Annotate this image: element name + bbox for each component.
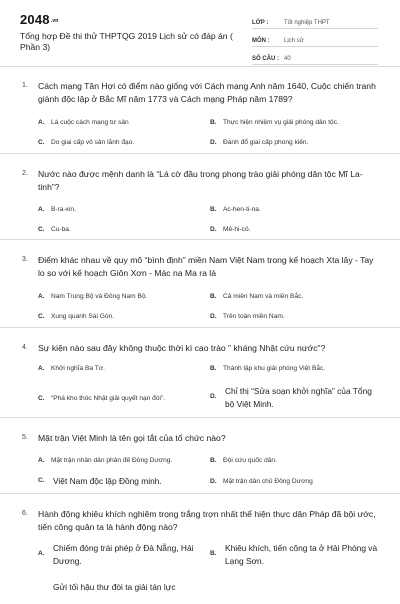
option-c[interactable] (38, 138, 198, 148)
option-letter: B. (210, 550, 217, 558)
meta-value: Lịch sử (284, 38, 304, 44)
option-b[interactable] (210, 292, 380, 302)
option-text: Việt Nam độc lập Đồng minh. (53, 476, 162, 486)
question-number: 4. (22, 344, 28, 351)
option-letter: D. (210, 313, 217, 320)
question-number: 5. (22, 434, 28, 441)
option-text: Mặt trận nhân dân phản đế Đông Dương. (51, 457, 173, 464)
option-letter: A. (38, 293, 45, 300)
option-a[interactable] (38, 118, 198, 128)
question-number: 3. (22, 256, 28, 263)
logo-suffix: .vn (50, 17, 59, 24)
question-text: Mặt trận Việt Minh là tên gọi tắt của tổ chức nào? (38, 433, 226, 443)
document-meta (252, 14, 378, 68)
option-letter: C. (38, 226, 45, 233)
option-text: Do giai cấp vô sản lãnh đạo. (51, 139, 135, 146)
option-b[interactable] (210, 542, 380, 567)
question-text: Cách mạng Tân Hợi có điểm nào giống với Cách mạng Anh năm 1640, Cuộc chiến tranh giành độc lập ở Bắc Mĩ năm 1773 và Cách mạng Pháp năm 1789? (38, 81, 376, 104)
option-a[interactable] (38, 364, 198, 374)
document-title: Tổng hợp Đề thi thử THPTQG 2019 Lịch sử có đáp án ( Phần 3) (20, 31, 233, 52)
option-letter: A. (38, 365, 45, 372)
option-c[interactable] (38, 581, 198, 594)
option-b[interactable] (210, 364, 380, 374)
question-5 (0, 418, 400, 494)
option-text: B-ra-xin. (51, 206, 76, 213)
meta-row-class (252, 14, 378, 29)
option-d[interactable] (210, 477, 380, 487)
question-text: Hành động khiêu khích nghiêm trọng trắng trợn nhất thể hiện thực dân Pháp đã bội ước, tiến công quân ta là hành động nào? (38, 509, 376, 532)
option-letter: D. (210, 393, 217, 401)
option-text: Đội cứu quốc dân. (223, 457, 277, 464)
option-letter: D. (210, 478, 217, 485)
meta-key: SỐ CÂU : (252, 56, 279, 62)
option-letter: A. (38, 119, 45, 126)
question-4 (0, 328, 400, 418)
option-text: Chiếm đóng trái phép ở Đà Nẵng, Hải Dương. (53, 543, 194, 566)
option-c[interactable] (38, 475, 203, 488)
question-2 (0, 154, 400, 240)
meta-key: MÔN : (252, 38, 270, 44)
option-text: Đánh đổ giai cấp phong kiến. (223, 139, 309, 146)
option-text: Ac-hen-ti-na. (223, 206, 261, 213)
option-text: Chỉ thị “Sửa soạn khởi nghĩa” của Tổng bộ Việt Minh. (225, 386, 372, 409)
option-c[interactable] (38, 312, 198, 322)
option-letter: D. (210, 226, 217, 233)
meta-row-subject (252, 32, 378, 47)
option-letter: B. (210, 119, 217, 126)
option-letter: B. (210, 457, 217, 464)
option-letter: B. (210, 365, 217, 372)
question-text: Điểm khác nhau về quy mô “bình định” miền Nam Việt Nam trong kế hoạch Xta lây - Tay lo so với kế hoạch Giôn Xơn - Mác na Ma ra là (38, 255, 374, 278)
question-text: Sự kiện nào sau đây không thuộc thời kì cao trào " kháng Nhật cứu nước"? (38, 343, 326, 353)
option-c[interactable] (38, 394, 198, 404)
option-text: Nam Trung Bộ và Đông Nam Bộ. (51, 293, 148, 300)
option-letter: C. (38, 477, 45, 484)
option-letter: A. (38, 550, 45, 558)
question-number: 2. (22, 170, 28, 177)
option-text: Cả miền Nam và miền Bắc. (223, 293, 304, 300)
logo-text: 2048 (20, 12, 50, 27)
site-logo[interactable] (20, 12, 244, 27)
question-number: 6. (22, 510, 28, 517)
option-d[interactable] (210, 138, 380, 148)
option-text: “Phá kho thóc Nhật giải quyết nạn đói”. (51, 395, 165, 402)
option-letter: D. (210, 139, 217, 146)
meta-key: LỚP : (252, 20, 269, 26)
meta-value: 40 (284, 56, 291, 62)
option-letter: C. (38, 313, 45, 320)
question-3 (0, 240, 400, 328)
option-text: Khởi nghĩa Ba Tơ. (51, 365, 105, 372)
option-a[interactable] (38, 456, 203, 466)
option-text: Cu-ba. (51, 226, 71, 233)
option-text: Mặt trận dân chủ Đông Dương (223, 478, 313, 485)
option-a[interactable] (38, 205, 198, 215)
header-left (20, 12, 244, 52)
option-c[interactable] (38, 225, 198, 235)
question-text: Nước nào được mệnh danh là “Lá cờ đầu trong phong trào giải phóng dân tộc Mĩ La- tinh”? (38, 169, 363, 192)
option-text: Thành lập khu giải phóng Việt Bắc. (223, 365, 326, 372)
option-a[interactable] (38, 542, 198, 567)
option-letter: A. (38, 206, 45, 213)
option-letter: C. (38, 139, 45, 146)
option-letter: B. (210, 293, 217, 300)
option-d[interactable] (210, 312, 380, 322)
option-text: Là cuộc cách mạng tư sản (51, 119, 129, 126)
question-1 (0, 66, 400, 154)
option-text: Khiêu khích, tiến công ta ở Hải Phòng và Lạng Sơn. (225, 543, 378, 566)
option-text: Xung quanh Sài Gòn. (51, 313, 115, 320)
meta-value: Tốt nghiệp THPT (284, 20, 330, 26)
option-letter: A. (38, 457, 45, 464)
question-list (0, 66, 400, 604)
question-number: 1. (22, 82, 28, 89)
option-d[interactable] (210, 385, 380, 410)
meta-row-count (252, 50, 378, 65)
option-letter: C. (38, 395, 45, 402)
option-text: Gửi tối hậu thư đòi ta giải tán lực (53, 582, 176, 592)
option-text: Thực hiện nhiệm vụ giải phóng dân tộc. (223, 119, 339, 126)
option-b[interactable] (210, 456, 380, 466)
option-text: Trên toàn miền Nam. (223, 313, 285, 320)
option-letter: B. (210, 206, 217, 213)
option-text: Mê-hi-cô. (223, 226, 251, 233)
option-b[interactable] (210, 205, 380, 215)
option-a[interactable] (38, 292, 198, 302)
question-6 (0, 494, 400, 604)
option-d[interactable] (210, 225, 380, 235)
option-b[interactable] (210, 118, 380, 128)
